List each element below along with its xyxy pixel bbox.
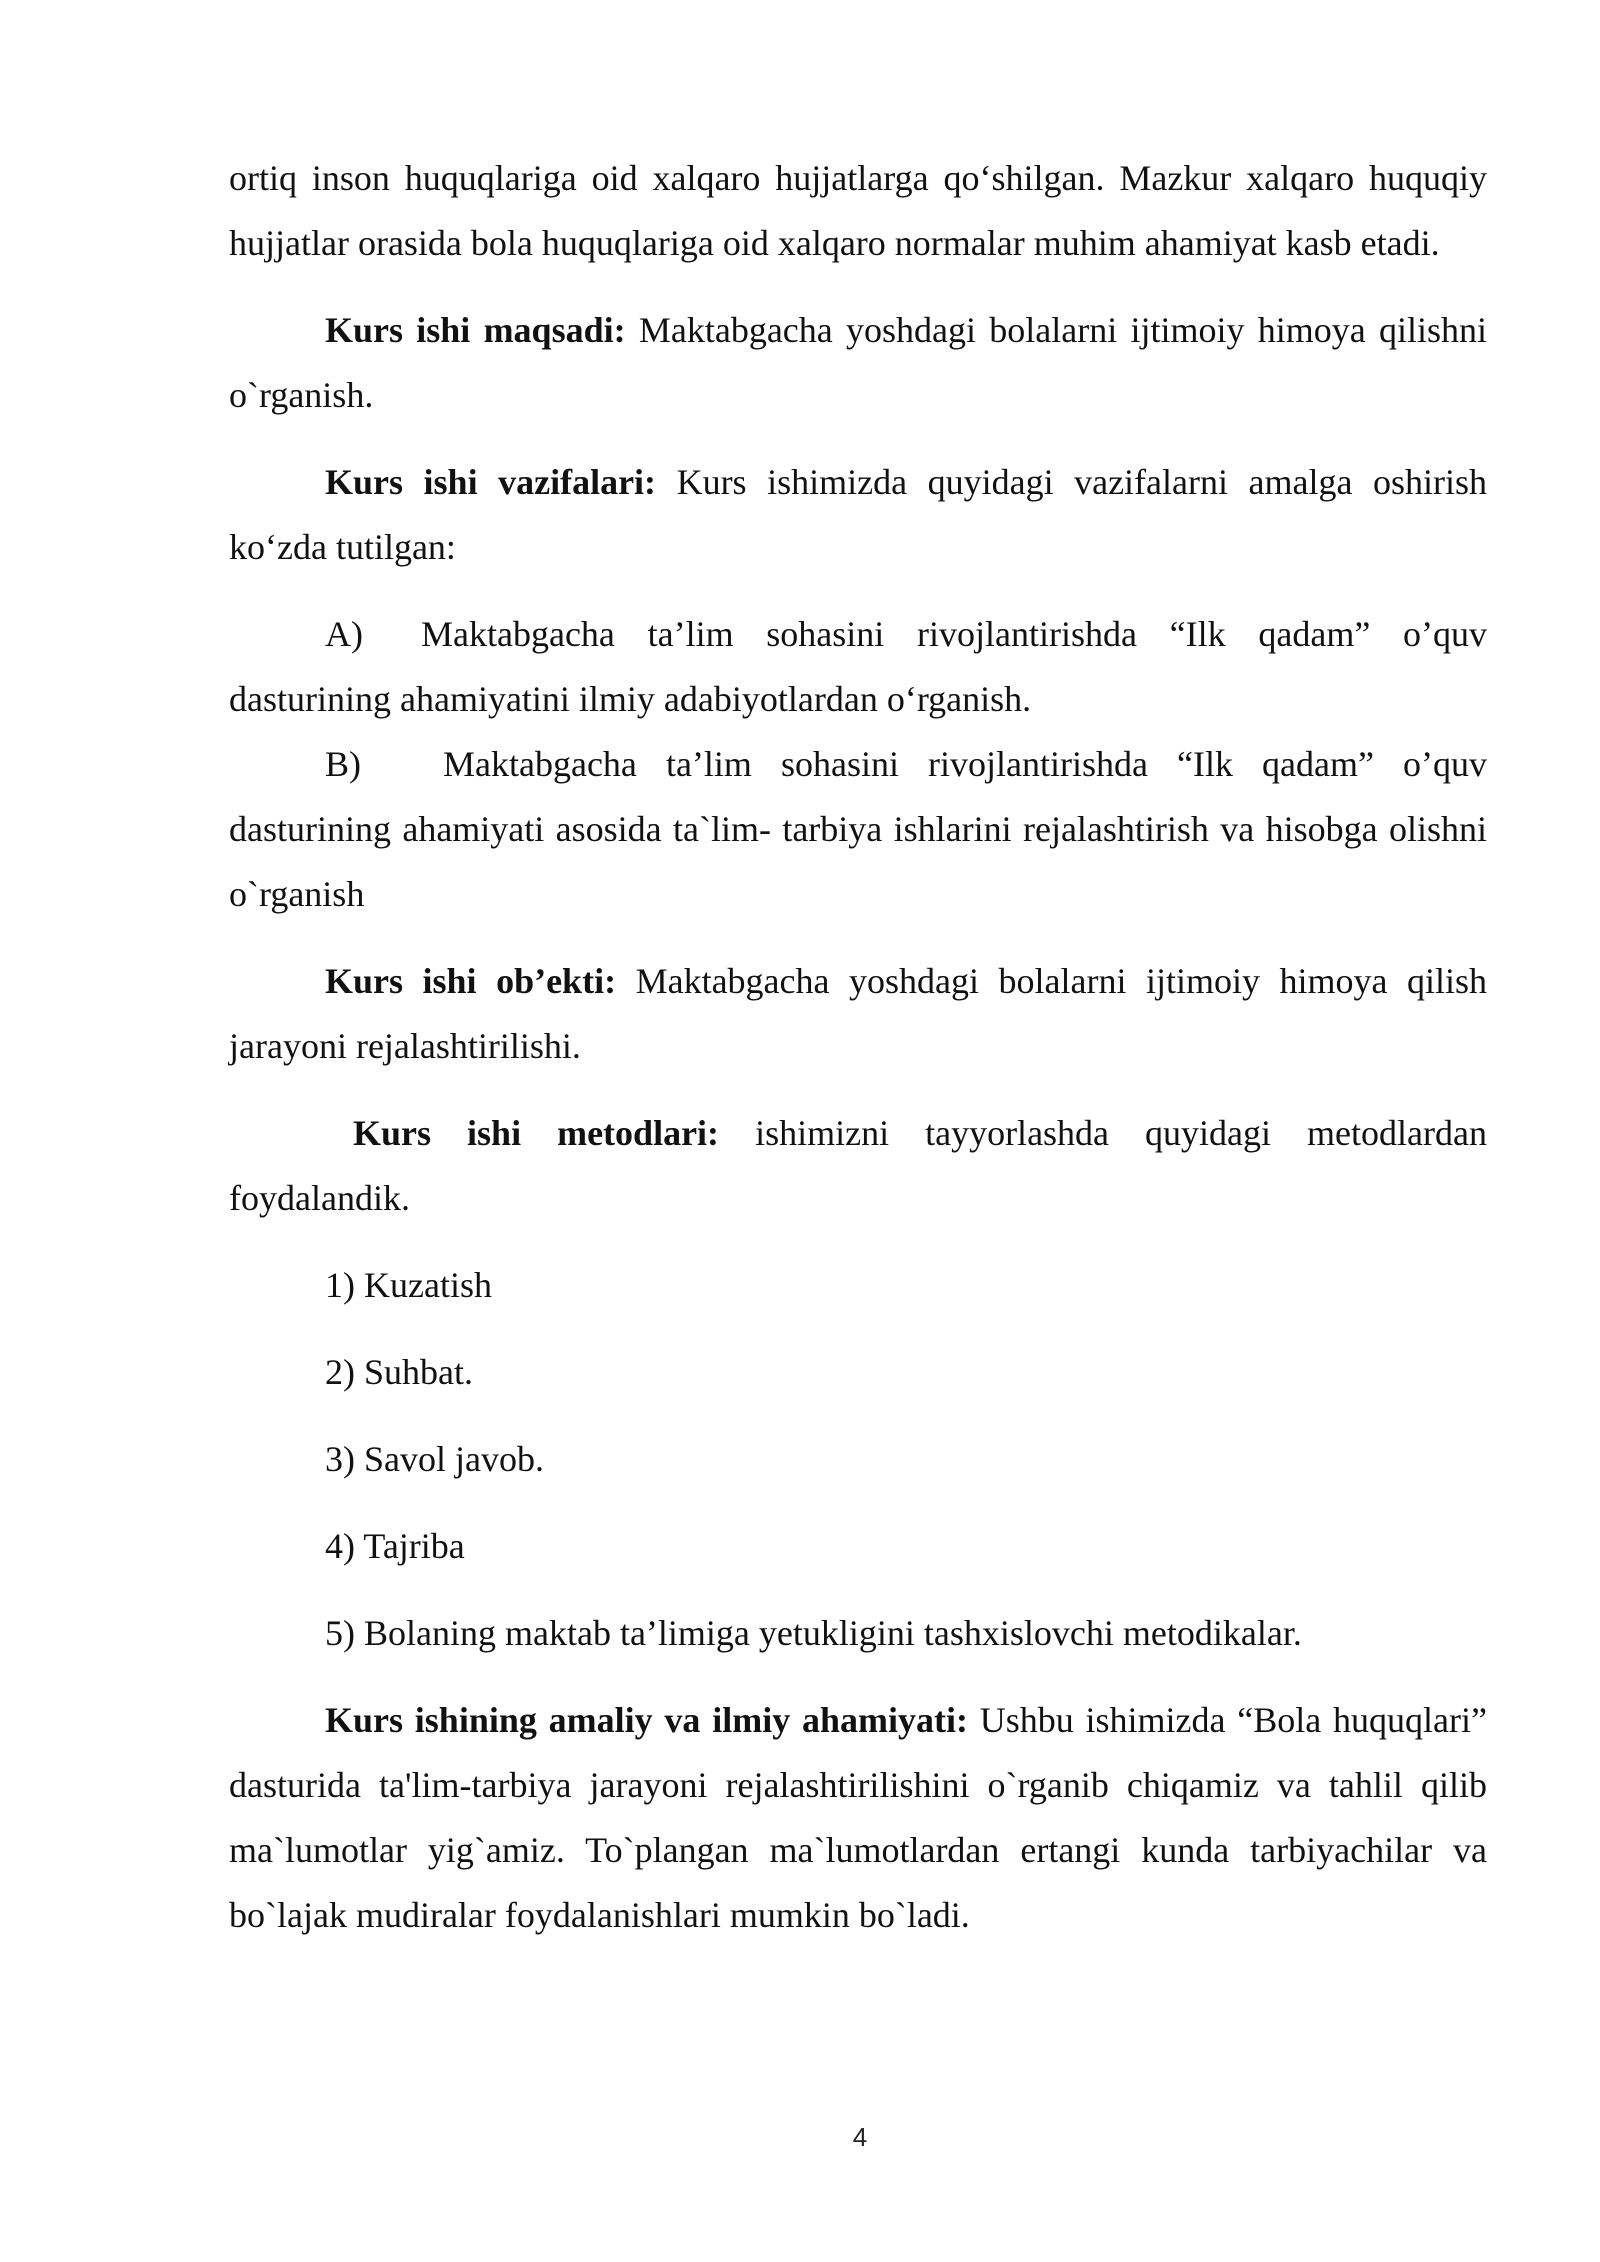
methods-text: ishimizni tayyorlashda quyidagi metodlardan foydalandik. <box>229 1113 1487 1218</box>
task-marker-a: A) <box>325 614 363 654</box>
intro-paragraph: ortiq inson huquqlariga oid xalqaro hujjatlarga qo‘shilgan. Mazkur xalqaro huquqiy hujjatlar orasida bola huquqlariga oid xalqaro normalar muhim ahamiyat kasb etadi. <box>229 158 1487 263</box>
significance-label: Kurs ishining amaliy va ilmiy ahamiyati: <box>325 1700 968 1740</box>
task-text-a: Maktabgacha ta’lim sohasini rivojlantirishda “Ilk qadam” o’quv dasturining ahamiyatini ilmiy adabiyotlardan o‘rganish. <box>229 614 1487 719</box>
goal-label: Kurs ishi maqsadi: <box>325 310 626 350</box>
significance-text: Ushbu ishimizda “Bola huquqlari” dasturida ta'lim-tarbiya jarayoni rejalashtirilishini o`rganib chiqamiz va tahlil qilib ma`lumotlar yig`amiz. To`plangan ma`lumotlardan ertangi kunda tarbiyachilar va bo`lajak mudiralar foydalanishlari mumkin bo`ladi. <box>229 1700 1487 1935</box>
object-text: Maktabgacha yoshdagi bolalarni ijtimoiy himoya qilish jarayoni rejalashtirilishi. <box>229 961 1487 1066</box>
document-page <box>229 146 1487 1948</box>
method-item-1: 1) Kuzatish <box>325 1265 492 1305</box>
tasks-label: Kurs ishi vazifalari: <box>325 462 657 502</box>
methods-list <box>229 1253 1487 1666</box>
methods-paragraph <box>229 1101 1487 1231</box>
method-item-4: 4) Tajriba <box>325 1526 465 1566</box>
task-text-b: Maktabgacha ta’lim sohasini rivojlantirishda “Ilk qadam” o’quv dasturining ahamiyati asosida ta`lim- tarbiya ishlarini rejalashtirish va hisobga olishni o`rganish <box>229 744 1487 914</box>
method-item-2: 2) Suhbat. <box>325 1352 473 1392</box>
task-marker-b: B) <box>325 744 361 784</box>
goal-paragraph <box>229 298 1487 428</box>
object-paragraph <box>229 949 1487 1079</box>
method-item-3: 3) Savol javob. <box>325 1439 544 1479</box>
goal-text: Maktabgacha yoshdagi bolalarni ijtimoiy himoya qilishni o`rganish. <box>229 310 1487 415</box>
significance-paragraph <box>229 1688 1487 1948</box>
methods-label: Kurs ishi metodlari: <box>353 1113 720 1153</box>
tasks-text: Kurs ishimizda quyidagi vazifalarni amalga oshirish ko‘zda tutilgan: <box>229 462 1487 567</box>
tasks-paragraph <box>229 450 1487 580</box>
page-number: 4 <box>852 2122 868 2152</box>
object-label: Kurs ishi ob’ekti: <box>325 961 617 1001</box>
task-item-a <box>229 602 1487 732</box>
task-item-b <box>229 732 1487 927</box>
method-item-5: 5) Bolaning maktab ta’limiga yetukligini tashxislovchi metodikalar. <box>325 1613 1302 1653</box>
